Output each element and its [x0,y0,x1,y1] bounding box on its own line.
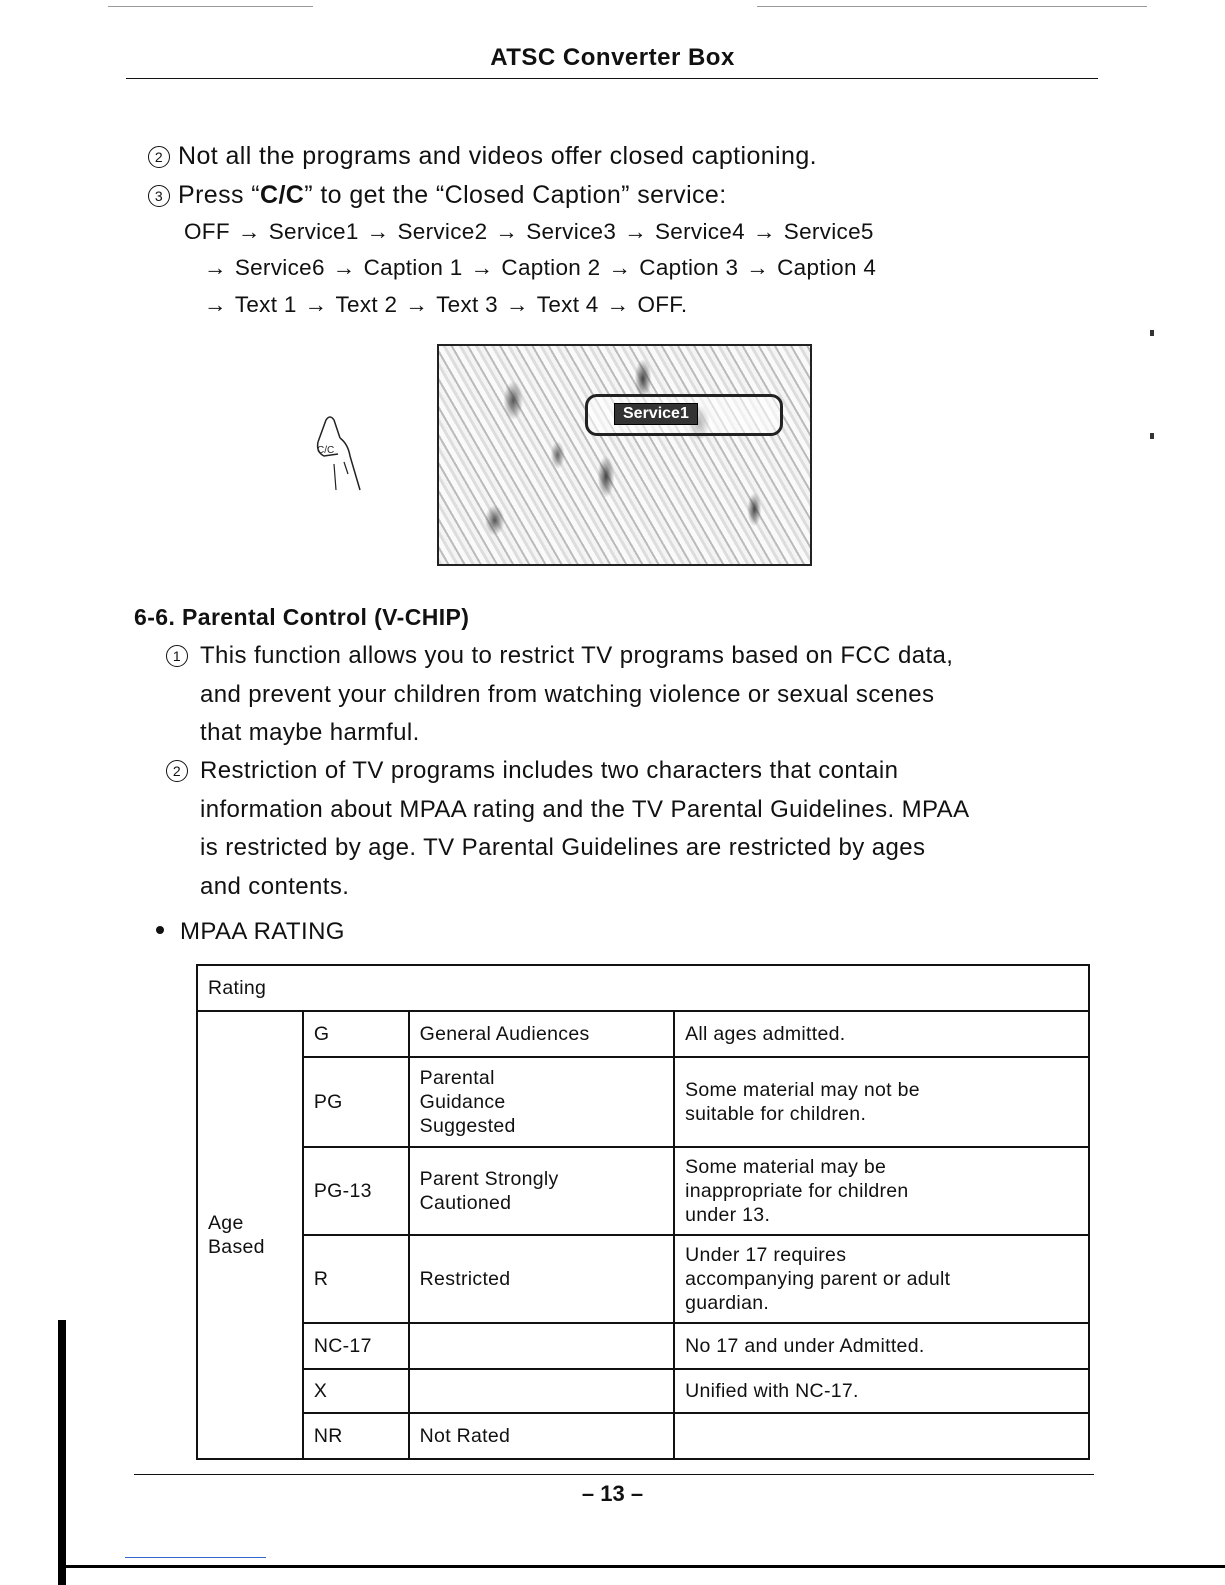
cc-mode-label: Service5 [783,219,874,244]
rating-name-cell: Parental Guidance Suggested [409,1057,674,1147]
osd-caption-frame [585,394,783,436]
arrow-icon: → [332,255,356,280]
scan-edge-line [108,6,313,7]
rating-code-cell: G [303,1011,409,1057]
tv-screen-illustration [437,344,812,566]
remote-key-label: C/C [317,445,335,456]
cc-mode-label: Caption 3 [639,255,739,280]
arrow-icon: → [752,219,776,244]
rating-desc-cell: Some material may be inappropriate for children under 13. [674,1147,1089,1235]
table-row [197,1323,1089,1369]
item-1-line: that maybe harmful. [200,719,420,746]
rating-name-cell: Parent Strongly Cautioned [409,1147,674,1235]
note-2-text: Not all the programs and videos offer closed captioning. [178,142,817,170]
scan-mark [1150,433,1154,439]
cc-mode-label: Service6 [234,255,325,280]
cc-mode-label: OFF [184,219,230,244]
circled-number: 3 [148,185,170,207]
cc-sequence-row-1 [184,219,874,245]
page-header-title: ATSC Converter Box [490,44,735,71]
rating-desc-cell: Unified with NC-17. [674,1369,1089,1413]
rating-name-cell: Not Rated [409,1413,674,1459]
scan-edge-line [125,1557,266,1558]
item-2 [166,752,969,906]
item-1-line: and prevent your children from watching violence or sexual scenes [200,680,935,708]
item-2-line: is restricted by age. TV Parental Guidelines are restricted by ages [200,834,926,861]
cc-mode-label: Text 4 [536,292,599,317]
mpaa-bullet [156,918,345,946]
scan-edge-line [757,6,1147,7]
note-3-prefix: Press “ [178,181,260,209]
remote-hand-icon [310,412,380,492]
item-2-line: information about MPAA rating and the TV Parental Guidelines. MPAA [200,795,970,823]
rating-desc-cell: No 17 and under Admitted. [674,1323,1089,1369]
group-label-line: Age [208,1212,244,1234]
rating-code-cell: R [303,1235,409,1323]
note-3-suffix: ” to get the “Closed Caption” service: [304,181,727,209]
group-label-line: Based [208,1236,265,1258]
arrow-icon: → [606,292,630,317]
arrow-icon: → [405,292,429,317]
cc-mode-label: OFF. [637,292,688,317]
cc-sequence-row-3 [196,292,687,318]
arrow-icon: → [366,219,390,244]
page-number: – 13 – [581,1481,644,1506]
note-2 [148,142,817,171]
arrow-icon: → [505,292,529,317]
cc-mode-label: Caption 2 [501,255,601,280]
rating-name-cell [409,1323,674,1369]
arrow-icon: → [608,255,632,280]
rating-desc-cell [674,1413,1089,1459]
scan-edge-line [58,1565,1225,1568]
circled-number: 1 [166,645,188,667]
cc-mode-label: Service4 [655,219,745,244]
rating-desc-cell: Under 17 requires accompanying parent or adult guardian. [674,1235,1089,1323]
table-header: Rating [197,965,1089,1011]
arrow-icon: → [746,255,770,280]
table-row [197,1369,1089,1413]
rating-code-cell: X [303,1369,409,1413]
table-row [197,1057,1089,1147]
section-title: 6-6. Parental Control (V-CHIP) [134,604,470,630]
cc-mode-label: Text 1 [234,292,297,317]
rating-name-cell: General Audiences [409,1011,674,1057]
item-2-line: Restriction of TV programs includes two characters that contain [200,757,899,784]
rating-code-cell: NC-17 [303,1323,409,1369]
rating-desc-cell: All ages admitted. [674,1011,1089,1057]
cc-mode-label: Text 2 [335,292,398,317]
item-1-line: This function allows you to restrict TV programs based on FCC data, [200,642,954,669]
scan-mark [1150,330,1154,336]
cc-mode-label: Service3 [526,219,617,244]
cc-mode-label: Caption 1 [363,255,463,280]
rating-code-cell: NR [303,1413,409,1459]
table-row [197,1011,1089,1057]
arrow-icon: → [237,219,261,244]
cc-mode-label: Service2 [397,219,488,244]
bullet-text: MPAA RATING [180,918,345,945]
item-2-line: and contents. [200,872,350,900]
cc-sequence-row-2 [196,255,876,281]
cc-key-label: C/C [259,181,305,209]
rating-desc-cell: Some material may not be suitable for children. [674,1057,1089,1147]
arrow-icon: → [304,292,328,317]
item-1 [166,637,953,753]
note-3 [148,181,727,210]
cc-mode-label: Service1 [268,219,359,244]
arrow-icon: → [204,255,227,280]
table-row [197,1235,1089,1323]
cc-mode-label: Text 3 [436,292,498,317]
osd-service-label: Service1 [614,403,698,425]
mpaa-rating-table [196,964,1090,1460]
arrow-icon: → [495,219,519,244]
rating-name-cell: Restricted [409,1235,674,1323]
table-row [197,1147,1089,1235]
footer-rule [134,1474,1094,1475]
rating-code-cell: PG-13 [303,1147,409,1235]
header-rule [126,78,1098,79]
arrow-icon: → [624,219,647,244]
rating-name-cell [409,1369,674,1413]
table-row [197,1413,1089,1459]
rating-code-cell: PG [303,1057,409,1147]
arrow-icon: → [470,255,494,280]
scan-edge-bar [58,1320,66,1585]
circled-number: 2 [148,146,170,168]
circled-number: 2 [166,760,188,782]
cc-mode-label: Caption 4 [777,255,877,280]
arrow-icon: → [204,292,227,317]
age-based-group-cell [197,1011,303,1459]
bullet-dot [156,926,164,934]
